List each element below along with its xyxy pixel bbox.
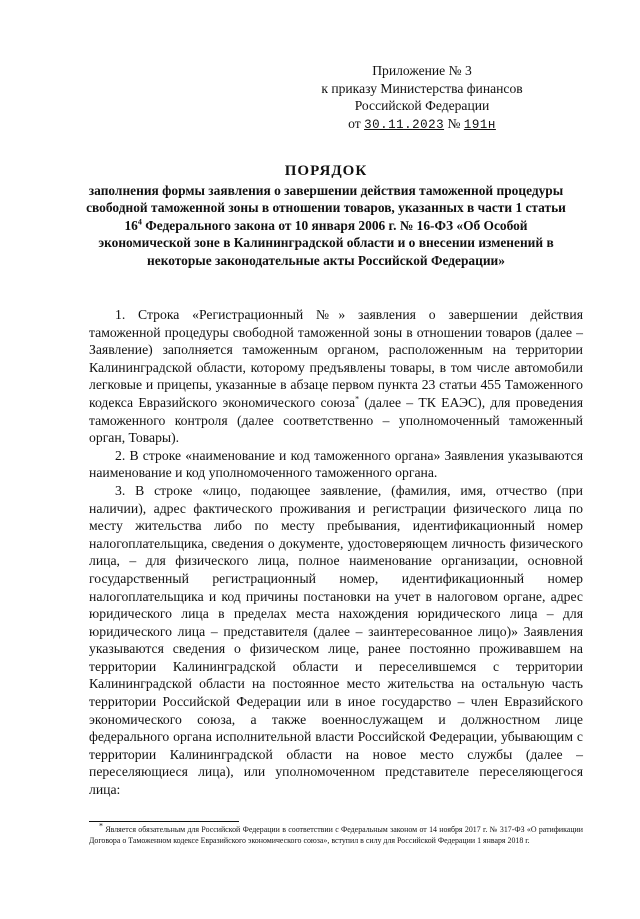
order-date: 30.11.2023 <box>364 117 445 132</box>
footnote-body: Является обязательным для Российской Федерации в соответствии с Федеральным законом от 14 ноября 2017 г. № 317-ФЗ «О ратификации Договора о Таможенном кодексе Евразийского экономического союза», вступил в силу для Российской Федерации 1 января 2018 г. <box>89 825 583 845</box>
footnote <box>89 821 583 846</box>
appendix-header <box>292 62 552 134</box>
paragraph-3: 3. В строке «лицо, подающее заявление, (фамилия, имя, отчество (при наличии), адрес фактического проживания и регистрации физического лица по месту жительства либо по месту пребывания, идентификационный номер налогоплательщика, сведения о документе, удостоверяющем личность физического лица, – для физического лица, полное наименование организации, основной государственный регистрационный номер, идентификационный номер налогоплательщика и код причины постановки на учет в налоговом органе, адрес юридического лица в пределах места нахождения юридического лица – для юридического лица – представителя (далее – заинтересованное лицо)» Заявления указываются сведения о физическом лице, ранее постоянно проживавшем на территории Калининградской области и переселившемся с территории Калининградской области на постоянное место жительства на остальную часть территории Российской Федерации или в иное государство – член Евразийского экономического союза, а также военнослужащем и должностном лице федерального органа исполнительной власти Российской Федерации, убывающим с территории Калининградской области на новое место службы (далее – переселяющиеся лица), или уполномоченном представителе переселяющегося лица: <box>89 482 583 798</box>
footnote-text <box>89 821 583 846</box>
subtitle-part-2: Федерального закона от 10 января 2006 г. № 16-ФЗ «Об Особой экономической зоне в Калининградской области и о внесении изменений в некоторые законодательные акты Российской Федерации» <box>98 217 554 268</box>
appendix-number: Приложение № 3 <box>372 63 472 78</box>
paragraph-1-part-2: (далее – ТК ЕАЭС), для проведения таможенного контроля (далее соответственно – уполномоченный таможенный орган, Товары). <box>89 394 583 446</box>
footnote-divider <box>89 821 239 822</box>
document-title: ПОРЯДОК <box>284 163 368 179</box>
subtitle-superscript: 4 <box>137 217 142 227</box>
order-number: 191н <box>463 117 496 132</box>
number-label: № <box>447 115 461 131</box>
appendix-order-ref: к приказу Министерства финансов <box>321 80 523 96</box>
footnote-ref: * <box>355 394 360 404</box>
subtitle-part-1: заполнения формы заявления о завершении действия таможенной процедуры свободной таможенной зоны в отношении товаров, указанных в части 1 статьи 16 <box>86 183 566 233</box>
document-subtitle <box>80 182 572 269</box>
appendix-date-line <box>292 115 552 135</box>
paragraph-1-part-1: 1. Строка «Регистрационный №» заявления о завершении действия таможенной процедуры свободной таможенной зоны в отношении товаров (далее – Заявление) заполняется таможенным органом, расположенным на территории Калининградской области, которому предъявлены товары, в том числе автомобили легковые и прицепы, указанные в абзаце первом пункта 23 статьи 455 Таможенного кодекса Евразийского экономического союза <box>89 307 583 410</box>
document-body <box>89 306 583 799</box>
paragraph-2: 2. В строке «наименование и код таможенного органа» Заявления указываются наименование и код уполномоченного таможенного органа. <box>89 447 583 481</box>
document-title-block <box>80 161 572 269</box>
footnote-mark: * <box>99 821 103 831</box>
paragraph-1 <box>89 306 583 447</box>
appendix-ministry: Российской Федерации <box>354 98 490 114</box>
date-prefix: от <box>348 115 361 131</box>
